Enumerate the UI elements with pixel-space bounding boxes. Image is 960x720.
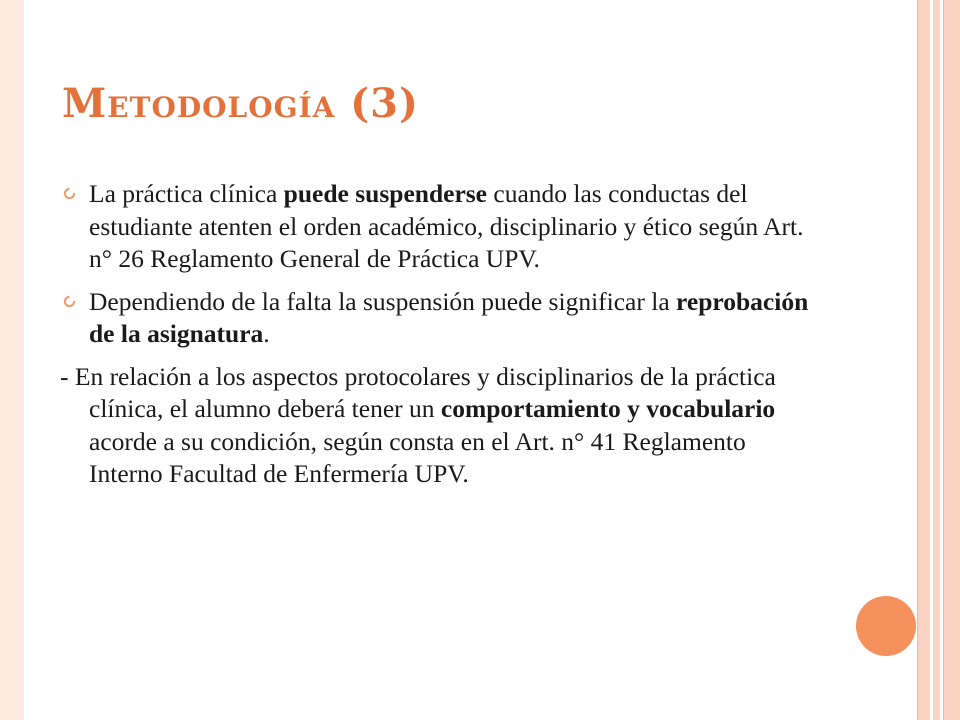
right-stripe — [943, 0, 960, 720]
stripe-edge — [943, 0, 944, 720]
bullet-text-bold: reprobación de la asignatura — [89, 286, 809, 348]
dash-text-bold: comportamiento y vocabulario — [440, 394, 776, 423]
dash-text: - En relación a los aspectos protocolares y disciplinarios de la práctica clínica, el alumno deberá tener un — [60, 361, 776, 423]
bullet-text-bold: puede suspenderse — [283, 179, 487, 208]
bullet-text: . — [263, 319, 270, 348]
slide-body — [60, 178, 820, 501]
dash-text: acorde a su condición, según consta en el Art. n° 41 Reglamento Interno Facultad de Enfermería UPV. — [89, 426, 746, 488]
bullet-item — [60, 286, 820, 351]
slide-title: Metodología (3) — [62, 80, 419, 127]
bullet-text: cuando las conductas del estudiante atenten el orden académico, disciplinario y ético según Art. n° 26 Reglamento General de Práctica UPV. — [89, 179, 804, 273]
bullet-ring-icon — [63, 187, 76, 200]
bullet-text: Dependiendo de la falta la suspensión puede significar la — [89, 286, 677, 316]
right-stripe — [917, 0, 930, 720]
decorative-circle — [856, 596, 916, 656]
right-stripe — [933, 0, 940, 720]
bullet-item — [60, 178, 820, 276]
stripe-edge — [917, 0, 918, 720]
bullet-text: La práctica clínica — [89, 179, 284, 208]
dash-item — [60, 361, 820, 491]
bullet-ring-icon — [63, 295, 76, 308]
left-frame-bar — [0, 0, 24, 720]
